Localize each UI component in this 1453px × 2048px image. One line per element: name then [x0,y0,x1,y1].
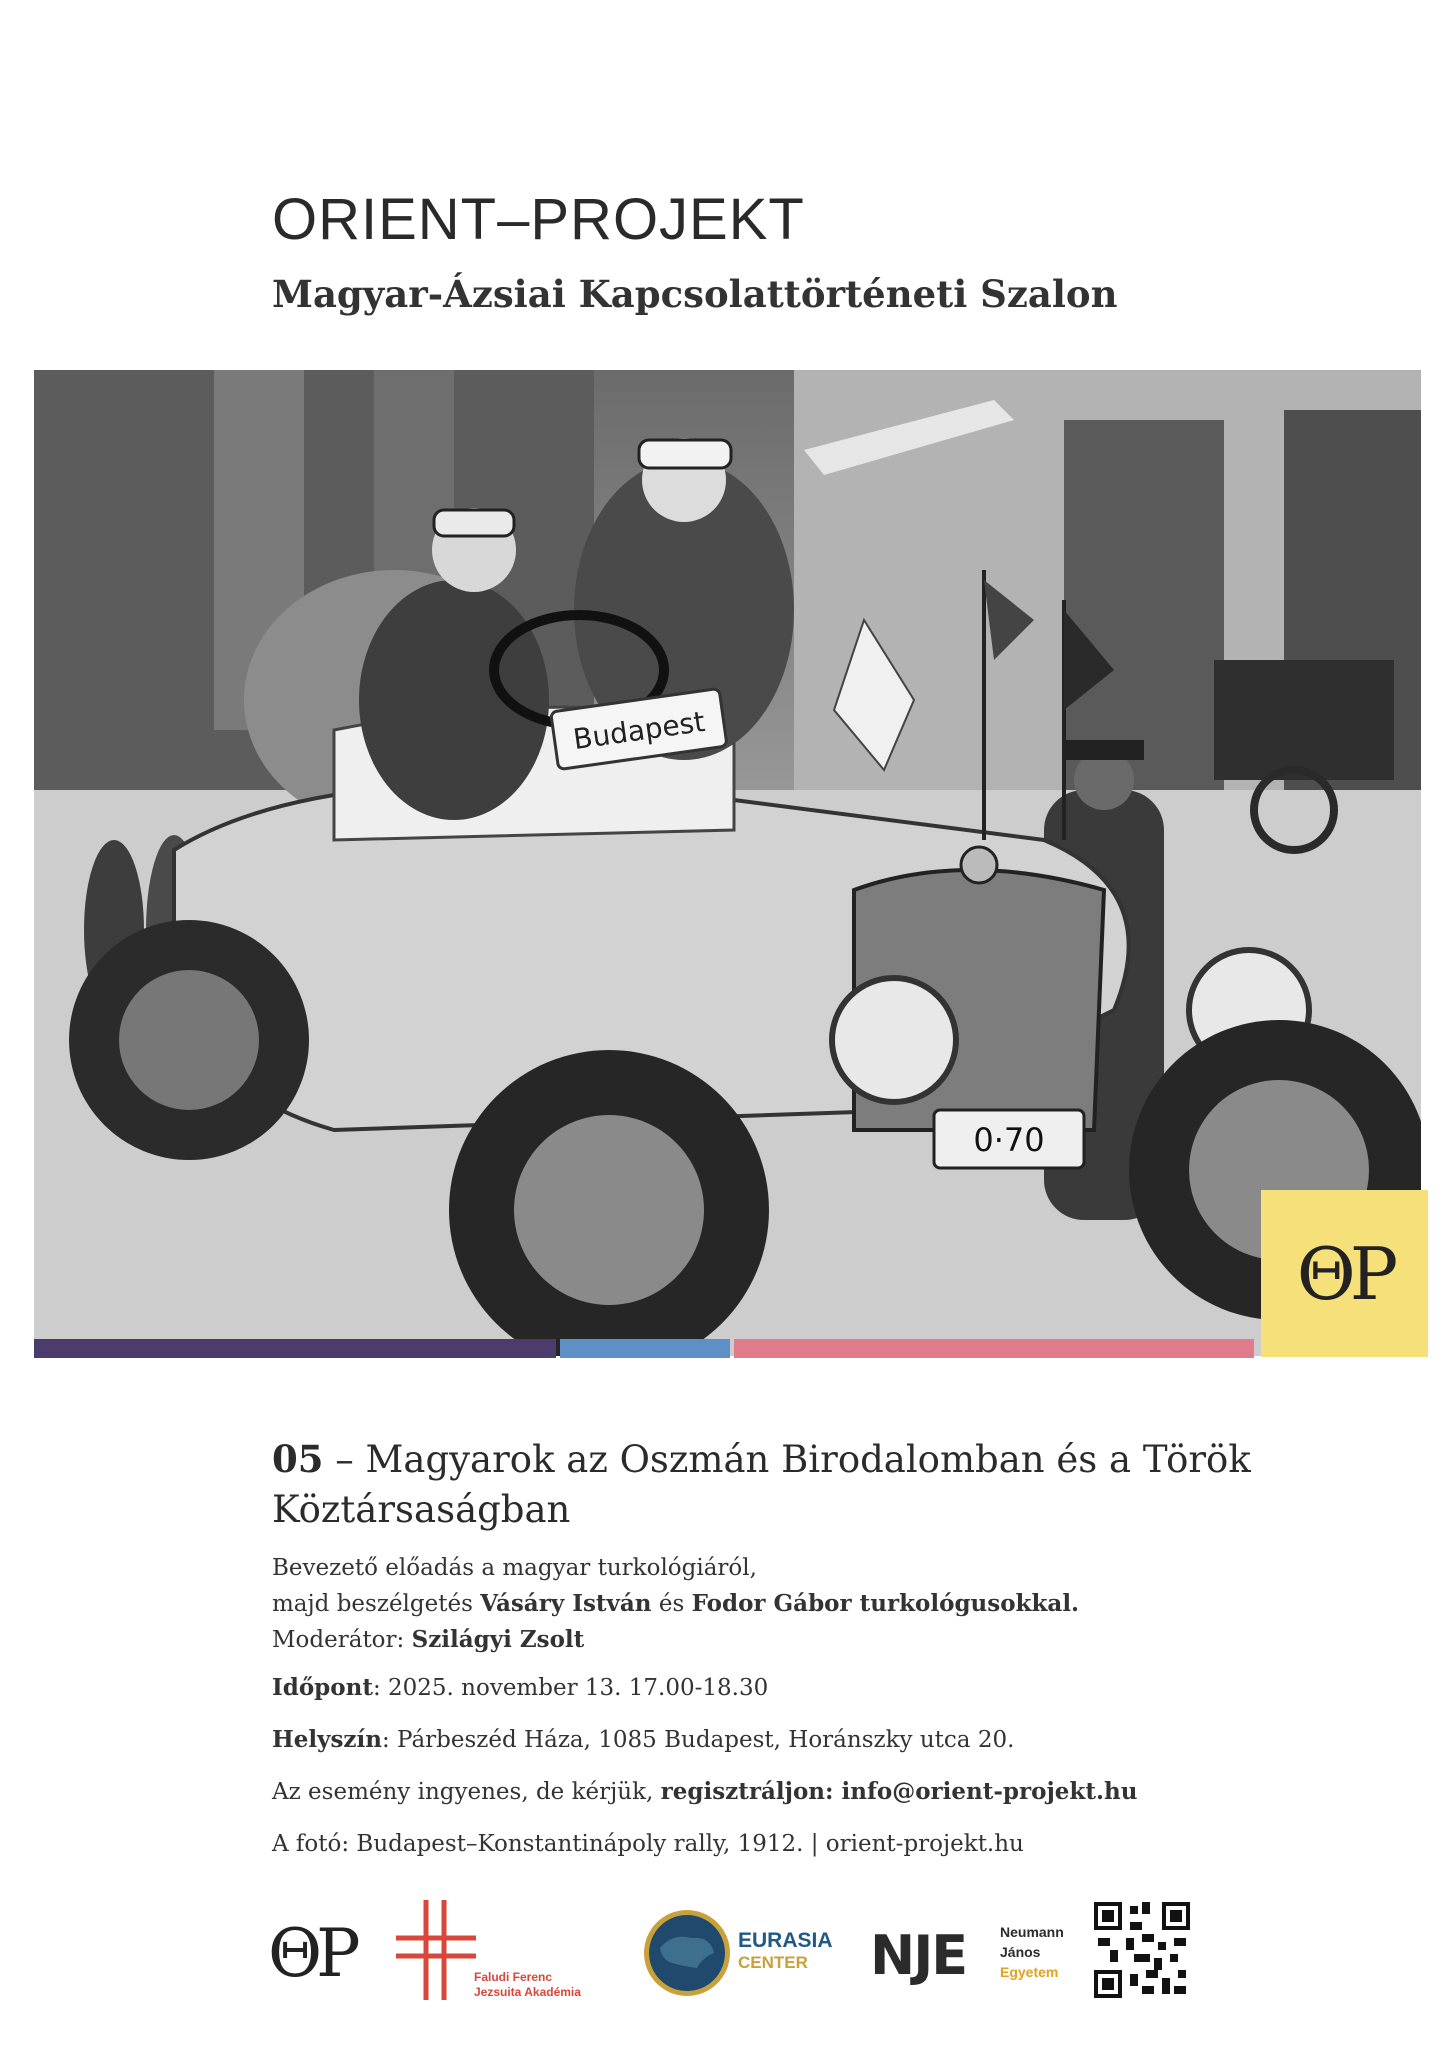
description-mid: és [651,1591,692,1617]
color-bar-pink [734,1339,1254,1358]
qr-code-icon [1094,1902,1190,1998]
moderator-name: Szilágyi Zsolt [411,1626,585,1653]
qr-code[interactable] [1094,1902,1190,1998]
faludi-cross-icon [396,1900,476,2000]
speaker-2: Fodor Gábor turkológusokkal. [691,1590,1080,1617]
register-email-link[interactable]: regisztráljon: info@orient-projekt.hu [660,1778,1138,1805]
nje-mark: NJE [870,1924,967,1987]
color-bar-blue [560,1339,730,1358]
car-sign-text: Budapest [571,704,707,757]
description-line-2 [272,1586,1079,1622]
brand-subtitle: Magyar-Ázsiai Kapcsolattörténeti Szalon [272,272,1118,316]
eurasia-center-logo [642,1908,872,1998]
footer-op-logo: ΘP [268,1915,355,1992]
hero-photo [34,370,1421,1356]
venue-label: Helyszín [272,1726,382,1753]
free-text: Az esemény ingyenes, de kérjük, [272,1779,661,1805]
event-number: 05 [272,1437,324,1481]
time-line [272,1670,768,1706]
event-title [272,1434,1272,1535]
description-line-1: Bevezető előadás a magyar turkológiáról, [272,1555,757,1581]
event-description [272,1550,1079,1658]
faludi-line-2: Jezsuita Akadémia [474,1985,581,1999]
time-value: : 2025. november 13. 17.00-18.30 [372,1675,769,1701]
moderator-line [272,1622,1079,1658]
time-label: Időpont [272,1674,373,1701]
faludi-line-1: Faludi Ferenc [474,1970,553,1984]
faludi-logo [396,1900,626,2000]
eurasia-line-1: EURASIA [738,1929,833,1952]
globe-icon [642,1908,732,1998]
op-corner-letters: ΘP [1296,1231,1393,1316]
speaker-1: Vásáry István [480,1590,652,1617]
eurasia-line-2: CENTER [738,1953,808,1972]
moderator-label: Moderátor: [272,1627,412,1653]
photo-credit: A fotó: Budapest–Konstantinápoly rally, 1912. | orient-projekt.hu [272,1831,1024,1857]
event-title-text: – Magyarok az Oszmán Birodalomban és a Török Köztársaságban [272,1438,1251,1531]
nje-line-3: Egyetem [1000,1964,1059,1980]
rally-car-illustration [34,370,1421,1356]
nje-logo [870,1912,1070,2002]
brand-title: ORIENT–PROJEKT [272,187,805,252]
op-corner-logo [1261,1190,1428,1357]
license-plate-text: 0·70 [973,1121,1045,1159]
color-bar-purple [34,1339,556,1358]
description-prefix: majd beszélgetés [272,1591,481,1617]
venue-value: : Párbeszéd Háza, 1085 Budapest, Horánszky utca 20. [381,1727,1015,1753]
nje-line-2: János [1000,1944,1041,1960]
registration-line [272,1774,1137,1810]
venue-line [272,1722,1014,1758]
nje-line-1: Neumann [1000,1924,1064,1940]
